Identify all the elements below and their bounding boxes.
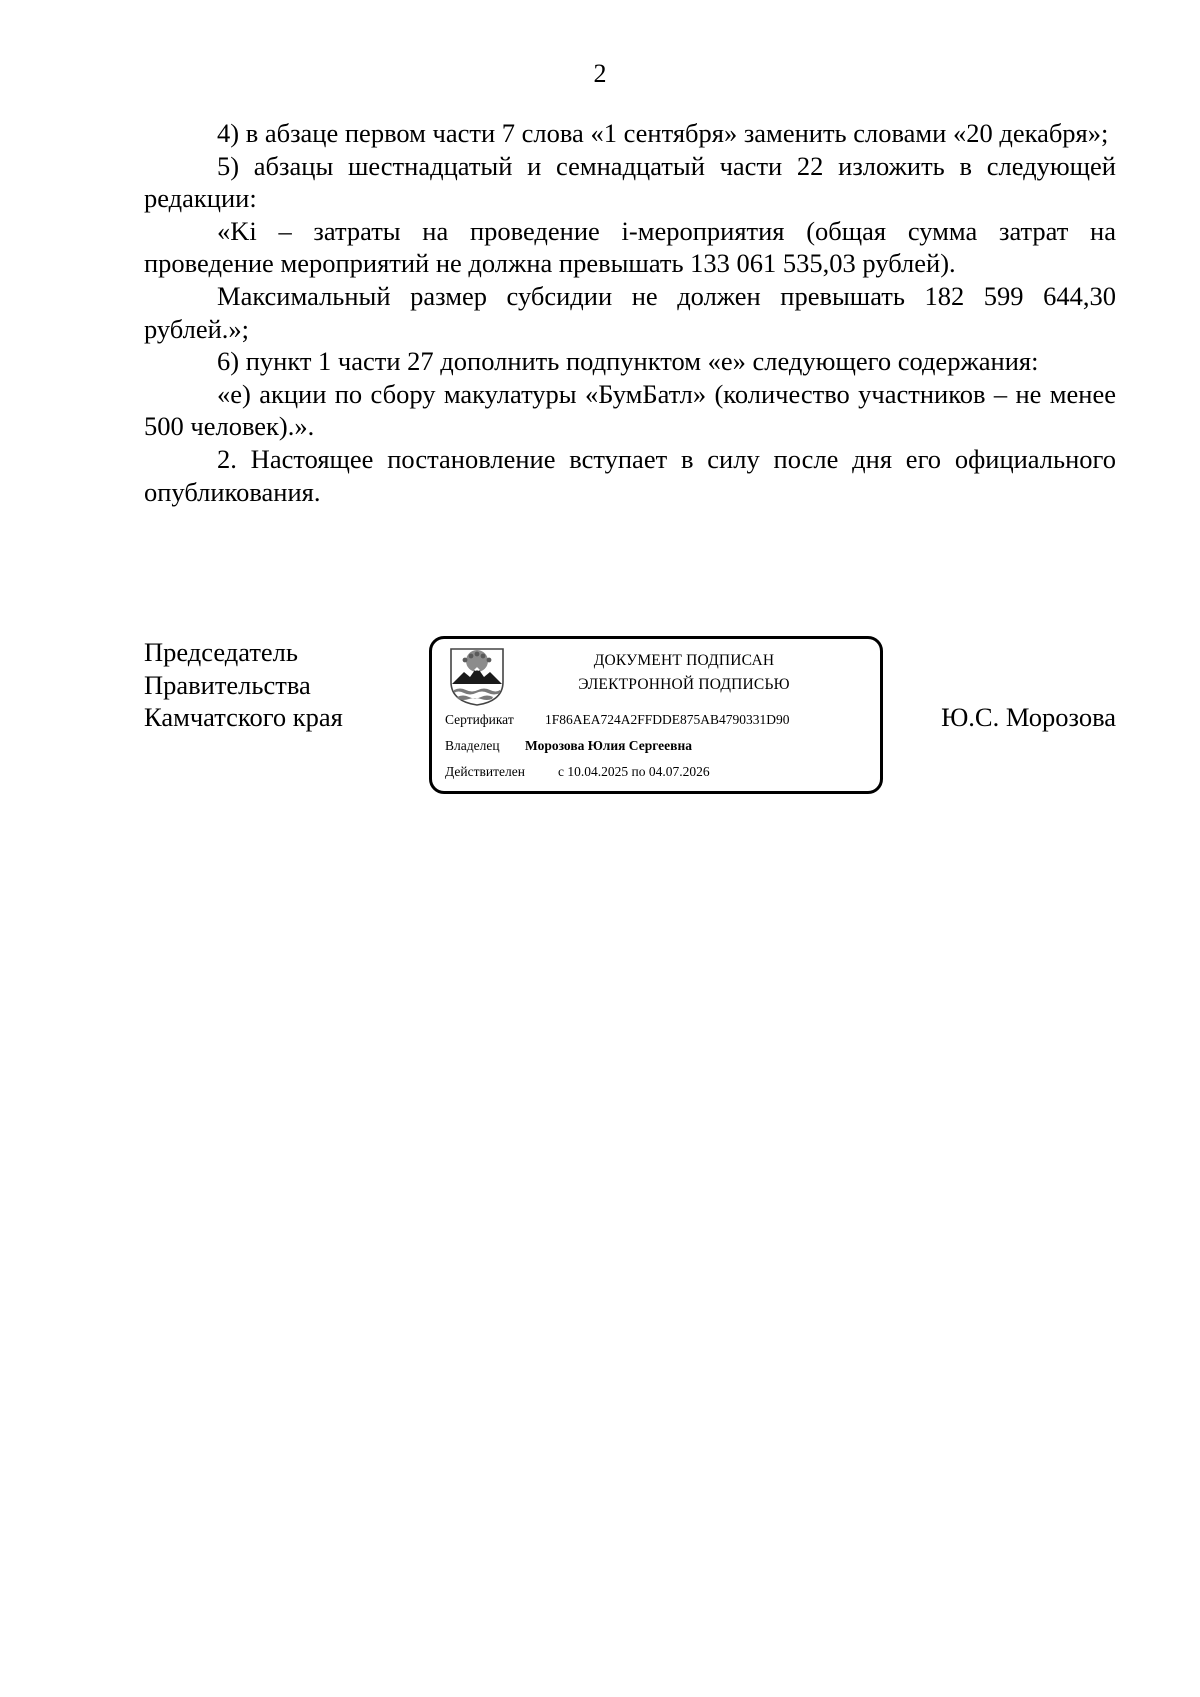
paragraph-subitem-e: «е) акции по сбору макулатуры «БумБатл» (количество участников – не менее 500 человек).». bbox=[144, 378, 1116, 442]
document-body bbox=[144, 117, 1116, 508]
owner-value: Морозова Юлия Сергеевна bbox=[525, 738, 692, 753]
certificate-value: 1F86AEA724A2FFDDE875AB4790331D90 bbox=[545, 712, 790, 727]
signer-title-line: Камчатского края bbox=[144, 702, 343, 733]
signer-title bbox=[144, 636, 343, 734]
stamp-heading bbox=[524, 649, 844, 697]
certificate-label: Сертификат bbox=[445, 712, 514, 727]
paragraph-item-4: 4) в абзаце первом части 7 слова «1 сентября» заменить словами «20 декабря»; bbox=[217, 118, 1109, 148]
stamp-owner-row bbox=[445, 736, 692, 756]
paragraph-max-subsidy: Максимальный размер субсидии не должен превышать 182 599 644,30 рублей.»; bbox=[144, 280, 1116, 344]
stamp-certificate-row bbox=[445, 710, 790, 730]
owner-label: Владелец bbox=[445, 738, 500, 753]
valid-value: с 10.04.2025 по 04.07.2026 bbox=[558, 764, 710, 779]
valid-label: Действителен bbox=[445, 764, 525, 779]
kamchatka-coat-of-arms-icon bbox=[448, 646, 506, 706]
paragraph-ki-definition: «Ki – затраты на проведение i-мероприятия (общая сумма затрат на проведение мероприятий не должна превышать 133 061 535,03 рублей). bbox=[144, 215, 1116, 279]
paragraph-item-5: 5) абзацы шестнадцатый и семнадцатый части 22 изложить в следующей редакции: bbox=[144, 150, 1116, 214]
signer-title-line: Правительства bbox=[144, 669, 311, 700]
page-number: 2 bbox=[593, 59, 607, 88]
paragraph-item-6: 6) пункт 1 части 27 дополнить подпунктом «е» следующего содержания: bbox=[217, 346, 1039, 377]
signer-name: Ю.С. Морозова bbox=[941, 702, 1116, 732]
stamp-heading-line-2: ЭЛЕКТРОННОЙ ПОДПИСЬЮ bbox=[578, 676, 790, 693]
electronic-signature-stamp bbox=[429, 636, 883, 794]
stamp-heading-line-1: ДОКУМЕНТ ПОДПИСАН bbox=[593, 652, 775, 669]
stamp-validity-row bbox=[445, 762, 710, 782]
paragraph-effective-date: 2. Настоящее постановление вступает в силу после дня его официального опубликования. bbox=[144, 443, 1116, 507]
signer-title-line: Председатель bbox=[144, 637, 298, 667]
